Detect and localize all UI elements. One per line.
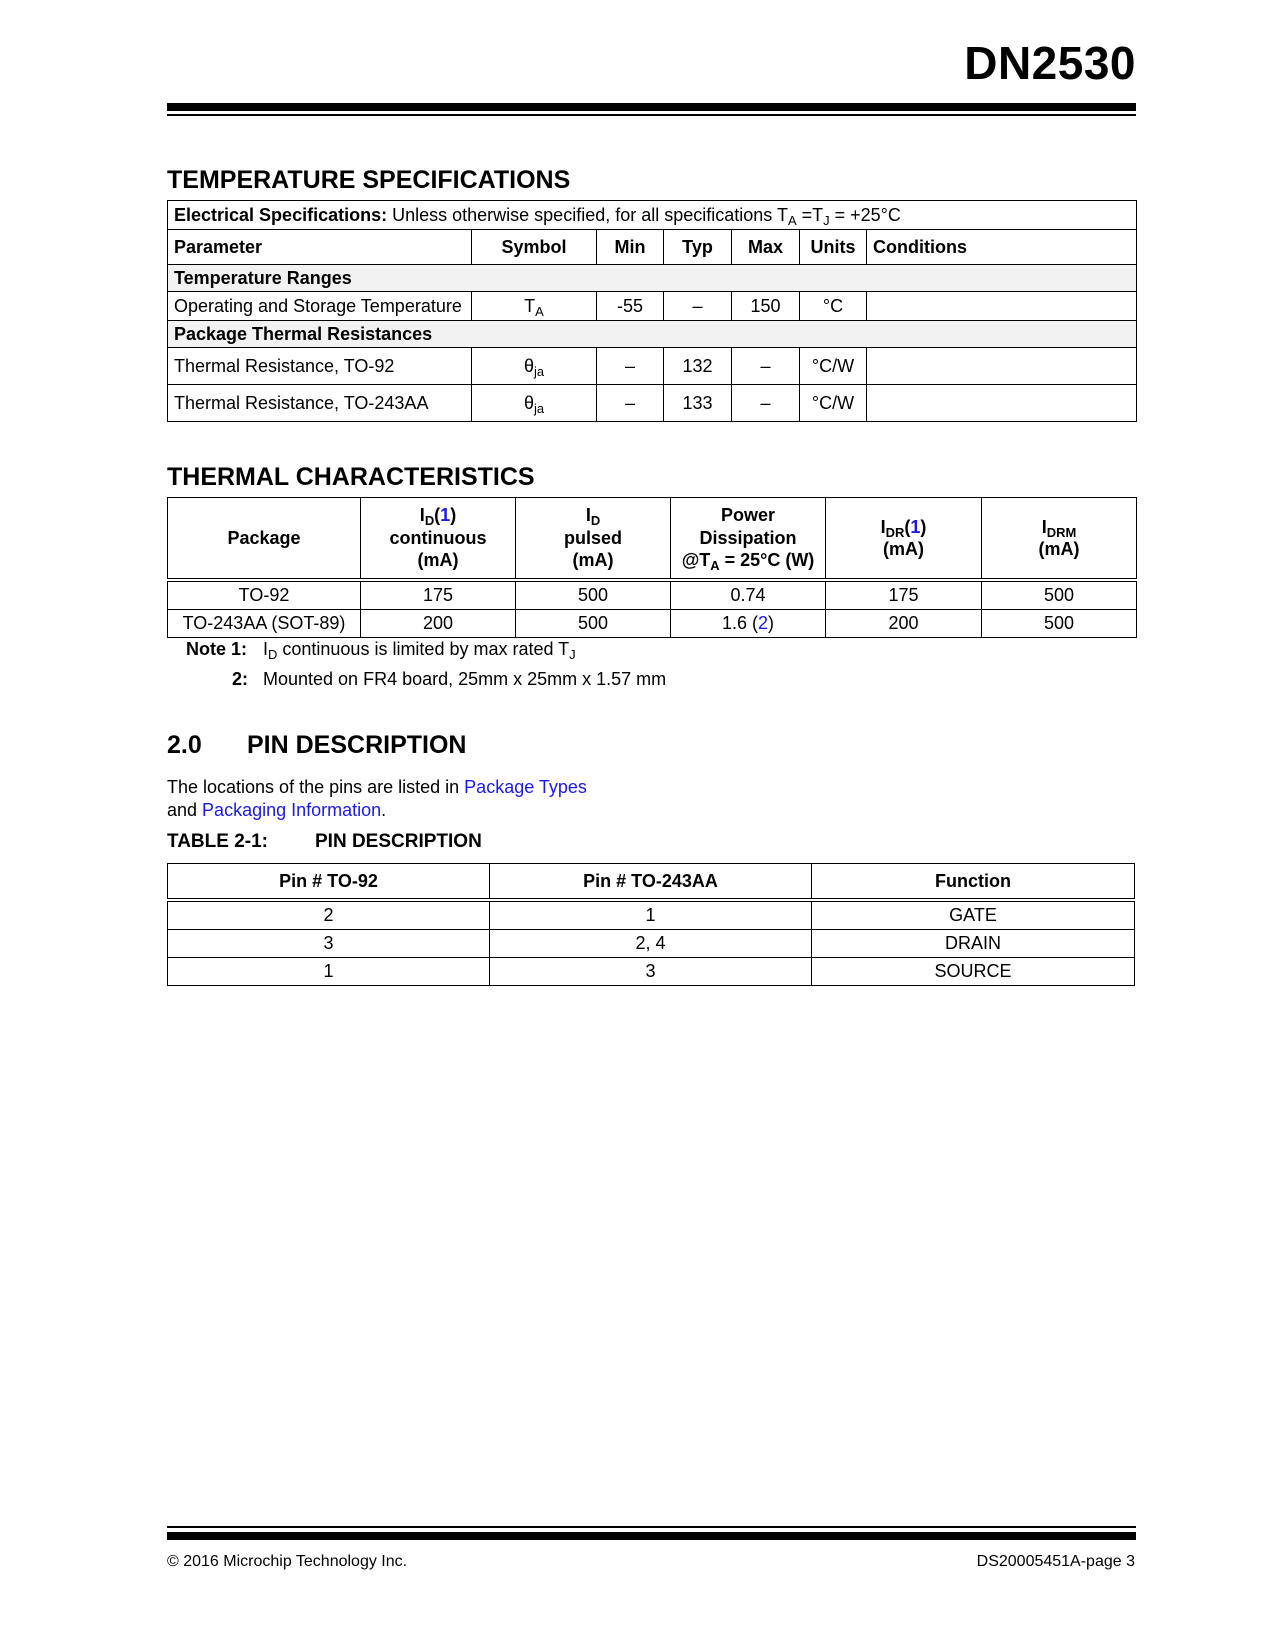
- table-row: [168, 900, 1135, 930]
- electrical-specifications-label: Electrical Specifications:: [174, 204, 388, 225]
- electrical-specifications-text: Unless otherwise specified, for all specifications $T_A =T_J = +25^\circ C$: [392, 204, 901, 228]
- typ-cell: 132: [664, 348, 732, 385]
- id-continuous-cell: 200: [361, 610, 516, 638]
- note-1-link[interactable]: 1: [910, 516, 921, 537]
- packaging-information-link[interactable]: Packaging Information: [202, 800, 382, 820]
- document-page-number: DS20005451A-page 3: [976, 1553, 1135, 1570]
- max-cell: 150: [732, 292, 800, 321]
- min-cell: –: [597, 348, 664, 385]
- column-header-power-dissipation: Power Dissipation $@T_A = 25^\circ C$ (W): [671, 498, 826, 581]
- symbol-cell: $\theta_{ja}$: [472, 385, 597, 422]
- conditions-cell: [867, 348, 1137, 385]
- section-number: 2.0: [167, 731, 202, 759]
- units-cell: °C/W: [800, 348, 867, 385]
- thermal-characteristics-table: [167, 497, 1137, 638]
- table-header-row: [168, 864, 1135, 901]
- function-cell: GATE: [812, 900, 1135, 930]
- package-cell: TO-243AA (SOT-89): [168, 610, 361, 638]
- pin-to243aa-cell: 1: [490, 900, 812, 930]
- column-header: Symbol: [472, 230, 597, 265]
- column-header-idr: $I_{DR}(1)$ (mA): [826, 498, 982, 581]
- table-row: [168, 610, 1137, 638]
- package-types-link[interactable]: Package Types: [464, 777, 587, 797]
- pin-to92-cell: 2: [168, 900, 490, 930]
- thermal-characteristics-heading: THERMAL CHARACTERISTICS: [167, 463, 535, 491]
- typ-cell: –: [664, 292, 732, 321]
- temperature-specifications-table: [167, 200, 1137, 422]
- table-row: [168, 292, 1137, 321]
- idr-cell: 175: [826, 580, 982, 610]
- section-label: Package Thermal Resistances: [168, 321, 1137, 348]
- pin-description-table: [167, 863, 1135, 986]
- table-row: [168, 958, 1135, 986]
- typ-cell: 133: [664, 385, 732, 422]
- parameter-cell: Operating and Storage Temperature: [168, 292, 472, 321]
- power-dissipation-cell: 0.74: [671, 580, 826, 610]
- note-1-link[interactable]: 1: [440, 505, 451, 526]
- header-rule-thin: [167, 114, 1136, 116]
- column-header-package: Package: [168, 498, 361, 581]
- column-header-id-continuous: $I_D(1)$ continuous (mA): [361, 498, 516, 581]
- units-cell: °C/W: [800, 385, 867, 422]
- section-label: Temperature Ranges: [168, 265, 1137, 292]
- note-2-text: Mounted on FR4 board, 25mm x 25mm x 1.57 mm: [263, 669, 667, 689]
- idr-cell: 200: [826, 610, 982, 638]
- table-header-row: [168, 230, 1137, 265]
- conditions-cell: [867, 292, 1137, 321]
- pin-to92-cell: 3: [168, 930, 490, 958]
- pin-description-text: The locations of the pins are listed in Package Types and Packaging Information.: [167, 777, 587, 820]
- table-row: [168, 348, 1137, 385]
- column-header-idrm: $I_{DRM}$ (mA): [982, 498, 1137, 581]
- units-cell: °C: [800, 292, 867, 321]
- table-header-row: [168, 498, 1137, 581]
- parameter-cell: Thermal Resistance, TO-92: [168, 348, 472, 385]
- table-label: TABLE 2-1:: [167, 831, 268, 852]
- column-header: Typ: [664, 230, 732, 265]
- note-1-label: Note 1:: [186, 639, 248, 659]
- column-header-id-pulsed: $I_D$ pulsed (mA): [516, 498, 671, 581]
- pin-to243aa-cell: 3: [490, 958, 812, 986]
- electrical-specifications-row: [168, 201, 1137, 230]
- column-header: Units: [800, 230, 867, 265]
- note-1-text: $I_D$ continuous is limited by max rated $T_J$: [263, 639, 576, 662]
- max-cell: –: [732, 348, 800, 385]
- footer-rule-thin: [167, 1526, 1136, 1528]
- pin-to243aa-cell: 2, 4: [490, 930, 812, 958]
- pin-to92-cell: 1: [168, 958, 490, 986]
- parameter-cell: Thermal Resistance, TO-243AA: [168, 385, 472, 422]
- column-header: Conditions: [867, 230, 1137, 265]
- table-row: [168, 580, 1137, 610]
- column-header: Parameter: [168, 230, 472, 265]
- max-cell: –: [732, 385, 800, 422]
- table-row: [168, 385, 1137, 422]
- column-header: Function: [812, 864, 1135, 901]
- min-cell: -55: [597, 292, 664, 321]
- package-cell: TO-92: [168, 580, 361, 610]
- function-cell: SOURCE: [812, 958, 1135, 986]
- id-pulsed-cell: 500: [516, 610, 671, 638]
- copyright: © 2016 Microchip Technology Inc.: [167, 1553, 408, 1570]
- symbol-cell: $T_A$: [472, 292, 597, 321]
- table-title: PIN DESCRIPTION: [315, 831, 482, 852]
- column-header: Pin # TO-92: [168, 864, 490, 901]
- pin-description-heading: PIN DESCRIPTION: [247, 731, 467, 759]
- table-row: [168, 930, 1135, 958]
- column-header: Min: [597, 230, 664, 265]
- note-2-link[interactable]: 2: [758, 613, 769, 633]
- note-2-label: 2:: [232, 669, 249, 689]
- id-continuous-cell: 175: [361, 580, 516, 610]
- conditions-cell: [867, 385, 1137, 422]
- idrm-cell: 500: [982, 610, 1137, 638]
- column-header: Max: [732, 230, 800, 265]
- section-row-temperature-ranges: [168, 265, 1137, 292]
- power-dissipation-cell: 1.6 (2): [671, 610, 826, 638]
- min-cell: –: [597, 385, 664, 422]
- id-pulsed-cell: 500: [516, 580, 671, 610]
- part-number: DN2530: [964, 37, 1136, 89]
- function-cell: DRAIN: [812, 930, 1135, 958]
- symbol-cell: $\theta_{ja}$: [472, 348, 597, 385]
- footer-rule-thick: [167, 1532, 1136, 1540]
- section-row-package-thermal-resistances: [168, 321, 1137, 348]
- idrm-cell: 500: [982, 580, 1137, 610]
- header-rule-thick: [167, 103, 1136, 111]
- column-header: Pin # TO-243AA: [490, 864, 812, 901]
- temperature-specifications-heading: TEMPERATURE SPECIFICATIONS: [167, 166, 571, 194]
